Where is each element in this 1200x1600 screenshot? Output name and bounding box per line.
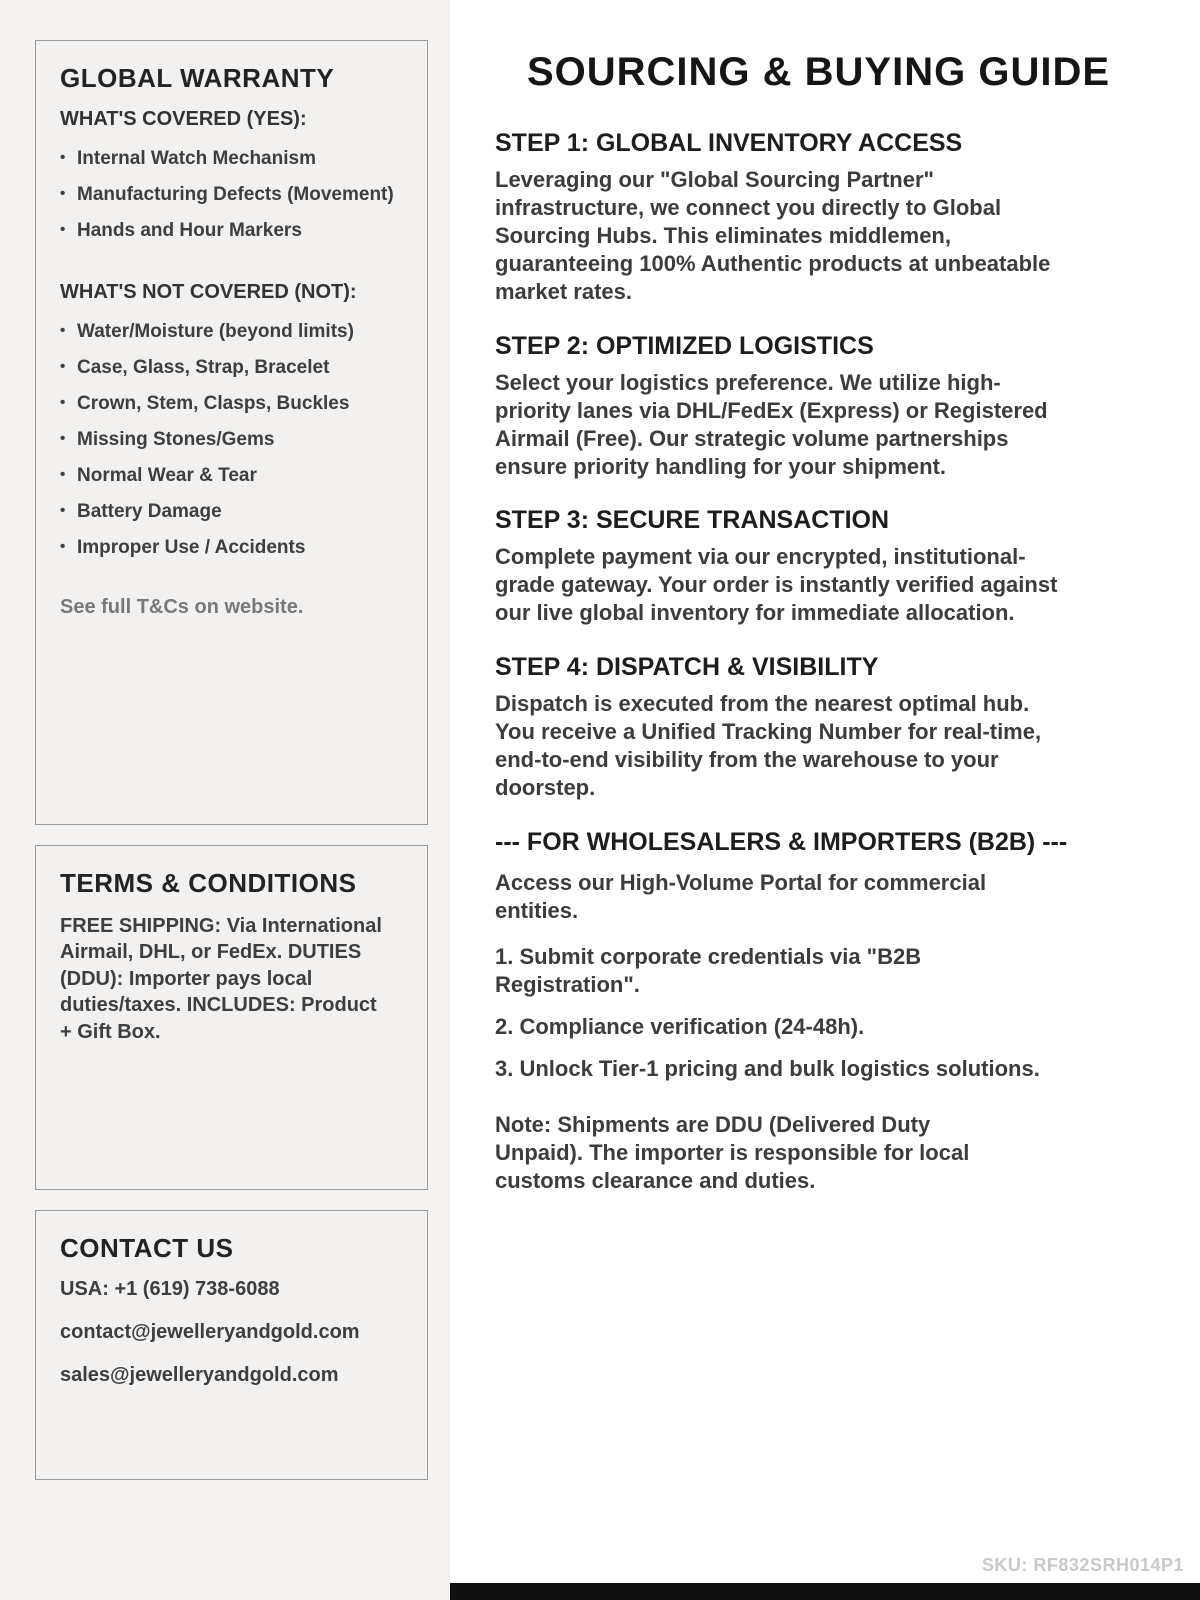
step-heading: STEP 4: DISPATCH & VISIBILITY (495, 653, 879, 682)
list-item: • Case, Glass, Strap, Bracelet (60, 350, 403, 386)
b2b-item: 2. Compliance verification (24-48h). (495, 1013, 865, 1039)
covered-heading: WHAT'S COVERED (YES): (60, 108, 307, 130)
not-covered-list (60, 314, 403, 566)
list-item: • Battery Damage (60, 494, 403, 530)
step-1 (495, 129, 1142, 306)
contact-title: CONTACT US (60, 1233, 234, 1263)
page-title: SOURCING & BUYING GUIDE (526, 50, 1111, 94)
sidebar (0, 0, 450, 1600)
contact-box (35, 1210, 428, 1480)
warranty-footnote: See full T&Cs on website. (60, 596, 304, 618)
list-item: • Improper Use / Accidents (60, 530, 403, 566)
step-heading: STEP 1: GLOBAL INVENTORY ACCESS (495, 129, 963, 157)
b2b-section (495, 828, 1142, 1194)
step-body: Leveraging our "Global Sourcing Partner" infrastructure, we connect you directly to Global Sourcing Hubs. This eliminates middlemen, guaranteeing 100% Authentic products at unbeatable market rates. (495, 167, 1051, 304)
step-heading: STEP 2: OPTIMIZED LOGISTICS (495, 331, 874, 360)
list-item: • Water/Moisture (beyond limits) (60, 314, 403, 350)
step-body: Complete payment via our encrypted, institutional-grade gateway. Your order is instantly verified against our live global inventory for immediate allocation. (495, 544, 1058, 626)
covered-list (60, 141, 403, 249)
step-body: Select your logistics preference. We utilize high-priority lanes via DHL/FedEx (Express) or Registered Airmail (Free). Our strategic volume partnerships ensure priority handling for your shipment. (495, 369, 1048, 479)
contact-email-primary: contact@jewelleryandgold.com (60, 1321, 360, 1343)
step-2 (495, 332, 1142, 481)
step-3 (495, 506, 1142, 627)
warranty-title: GLOBAL WARRANTY (60, 63, 335, 93)
terms-title: TERMS & CONDITIONS (60, 868, 357, 898)
step-body: Dispatch is executed from the nearest optimal hub. You receive a Unified Tracking Number for real-time, end-to-end visibility from the warehouse to your doorstep. (495, 691, 1042, 801)
b2b-item: 3. Unlock Tier-1 pricing and bulk logistics solutions. (495, 1055, 1040, 1081)
contact-email-sales: sales@jewelleryandgold.com (60, 1364, 339, 1386)
step-4 (495, 653, 1142, 802)
list-item: • Normal Wear & Tear (60, 458, 403, 494)
main-content (450, 0, 1200, 1600)
footer-bar (450, 1583, 1200, 1600)
sku-label: SKU: RF832SRH014P1 (981, 1555, 1184, 1575)
not-covered-heading: WHAT'S NOT COVERED (NOT): (60, 281, 357, 303)
terms-body: FREE SHIPPING: Via International Airmail, DHL, or FedEx. DUTIES (DDU): Importer pays local duties/taxes. INCLUDES: Product + Gift Box. (60, 915, 382, 1043)
contact-phone: USA: +1 (619) 738-6088 (60, 1278, 280, 1300)
list-item: • Missing Stones/Gems (60, 422, 403, 458)
terms-box (35, 845, 428, 1190)
b2b-note: Note: Shipments are DDU (Delivered Duty Unpaid). The importer is responsible for local customs clearance and duties. (495, 1111, 970, 1193)
list-item: • Crown, Stem, Clasps, Buckles (60, 386, 403, 422)
list-item: • Hands and Hour Markers (60, 213, 403, 249)
list-item: • Manufacturing Defects (Movement) (60, 177, 403, 213)
list-item: • Internal Watch Mechanism (60, 141, 403, 177)
b2b-intro: Access our High-Volume Portal for commercial entities. (495, 870, 987, 923)
step-heading: STEP 3: SECURE TRANSACTION (495, 506, 890, 535)
warranty-box (35, 40, 428, 825)
b2b-heading: --- FOR WHOLESALERS & IMPORTERS (B2B) --- (495, 828, 1068, 856)
b2b-item: 1. Submit corporate credentials via "B2B Registration". (495, 943, 922, 997)
